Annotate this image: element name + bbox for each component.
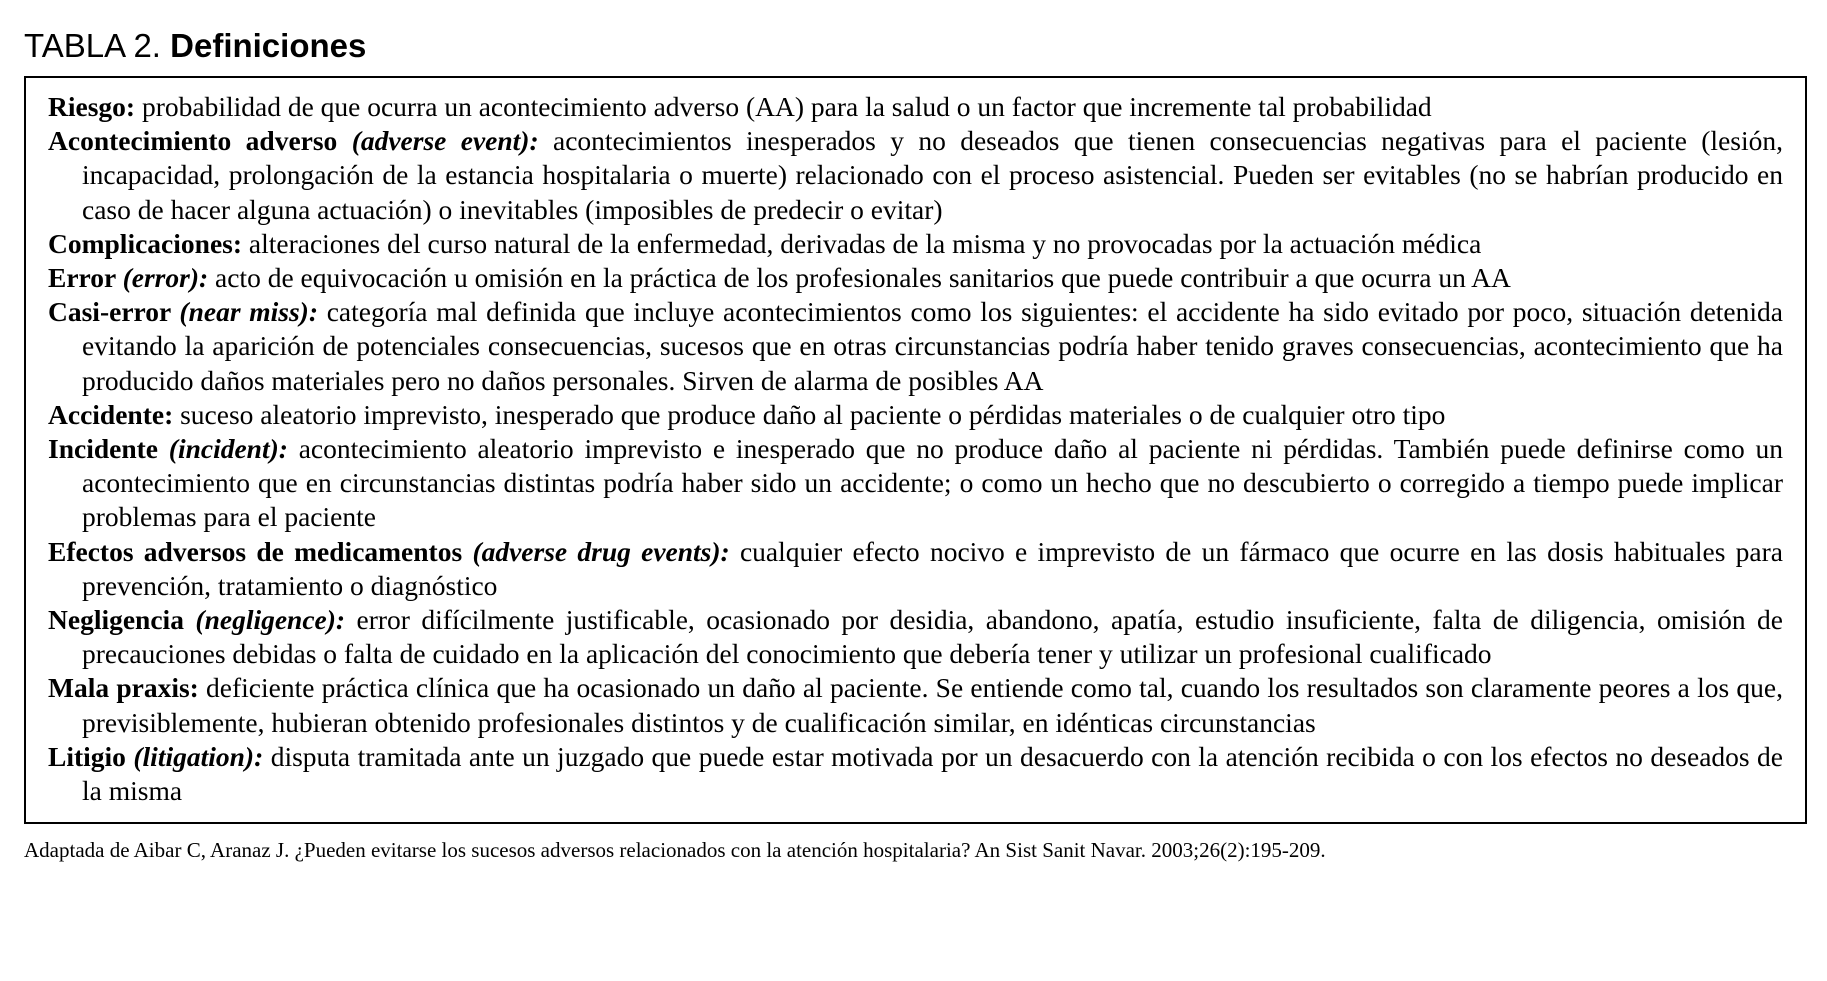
definition-english-term: (adverse drug events): [472, 535, 730, 567]
definition-entry [48, 740, 1783, 808]
definition-english-term: (error): [122, 262, 209, 294]
definition-term: Casi-error [48, 296, 180, 328]
definition-english-term: (near miss): [179, 296, 318, 328]
definition-entry [48, 261, 1783, 295]
definition-term: Negligencia [48, 604, 196, 636]
definition-english-term: (incident): [168, 433, 288, 465]
definition-text: categoría mal definida que incluye acontecimientos como los siguientes: el accidente ha sido evitado por poco, situación detenida evitando la aparición de potenciales consecuencias, sucesos que en otras circunstancias podría haber tenido graves consecuencias, acontecimiento que ha producido daños materiales pero no daños personales. Sirven de alarma de posibles AA [82, 296, 1783, 396]
definition-entry [48, 535, 1783, 603]
definition-term: Error [48, 262, 123, 294]
definition-english-term: (adverse event): [351, 125, 539, 157]
definition-text: disputa tramitada ante un juzgado que puede estar motivada por un desacuerdo con la atención recibida o con los efectos no deseados de la misma [82, 740, 1784, 807]
definition-text: acto de equivocación u omisión en la práctica de los profesionales sanitarios que puede contribuir a que ocurra un AA [208, 262, 1511, 294]
definition-entry [48, 603, 1783, 671]
definition-text: alteraciones del curso natural de la enfermedad, derivadas de la misma y no provocadas por la actuación médica [242, 227, 1482, 259]
table-label: TABLA 2. [24, 27, 161, 64]
definition-text: error difícilmente justificable, ocasionado por desidia, abandono, apatía, estudio insuficiente, falta de diligencia, omisión de precauciones debidas o falta de cuidado en la aplicación del conocimiento que debería tener y utilizar un profesional cualificado [82, 604, 1783, 670]
definition-entry [48, 295, 1783, 398]
definition-term: Complicaciones: [48, 227, 243, 259]
definition-term: Efectos adversos de medicamentos [48, 535, 473, 567]
source-citation: Adaptada de Aibar C, Aranaz J. ¿Pueden evitarse los sucesos adversos relacionados con la atención hospitalaria? An Sist Sanit Navar. 2003;26(2):195-209. [24, 838, 1326, 863]
definition-text: cualquier efecto nocivo e imprevisto de un fármaco que ocurre en las dosis habituales para prevención, tratamiento o diagnóstico [82, 535, 1784, 601]
definition-term: Riesgo: [48, 91, 136, 122]
table-title: Definiciones [170, 27, 367, 64]
definition-term: Litigio [48, 740, 134, 772]
definition-term: Acontecimiento adverso [48, 125, 352, 157]
definition-text: suceso aleatorio imprevisto, inesperado que produce daño al paciente o pérdidas materiales o de cualquier otro tipo [173, 398, 1446, 430]
definition-entry [48, 227, 1783, 261]
definition-term: Mala praxis: [48, 672, 199, 704]
definition-term: Accidente: [48, 398, 174, 430]
table-figure [24, 16, 1807, 863]
definitions-box [24, 76, 1807, 824]
definition-entry [48, 124, 1783, 227]
definition-english-term: (negligence): [195, 604, 346, 636]
definition-text: acontecimiento aleatorio imprevisto e inesperado que no produce daño al paciente ni pérdidas. También puede definirse como un acontecimiento que en circunstancias distintas podría haber sido un accidente; o como un hecho que no descubierto o corregido a tiempo puede implicar problemas para el paciente [82, 433, 1783, 533]
definition-text: probabilidad de que ocurra un acontecimiento adverso (AA) para la salud o un factor que incremente tal probabilidad [135, 91, 1432, 122]
definition-english-term: (litigation): [133, 740, 264, 772]
definition-entry [48, 671, 1783, 739]
definition-text: deficiente práctica clínica que ha ocasionado un daño al paciente. Se entiende como tal, cuando los resultados son claramente peores a los que, previsiblemente, hubieran obtenido profesionales distintos y de cualificación similar, en idénticas circunstancias [82, 672, 1783, 738]
definition-text: acontecimientos inesperados y no deseados que tienen consecuencias negativas para el paciente (lesión, incapacidad, prolongación de la estancia hospitalaria o muerte) relacionado con el proceso asistencial. Pueden ser evitables (no se habrían producido en caso de hacer alguna actuación) o inevitables (imposibles de predecir o evitar) [82, 125, 1784, 225]
definition-entry [48, 432, 1783, 535]
definition-entry [48, 90, 1783, 124]
definition-entry [48, 398, 1783, 432]
table-caption [24, 16, 1807, 76]
definition-term: Incidente [48, 433, 169, 465]
